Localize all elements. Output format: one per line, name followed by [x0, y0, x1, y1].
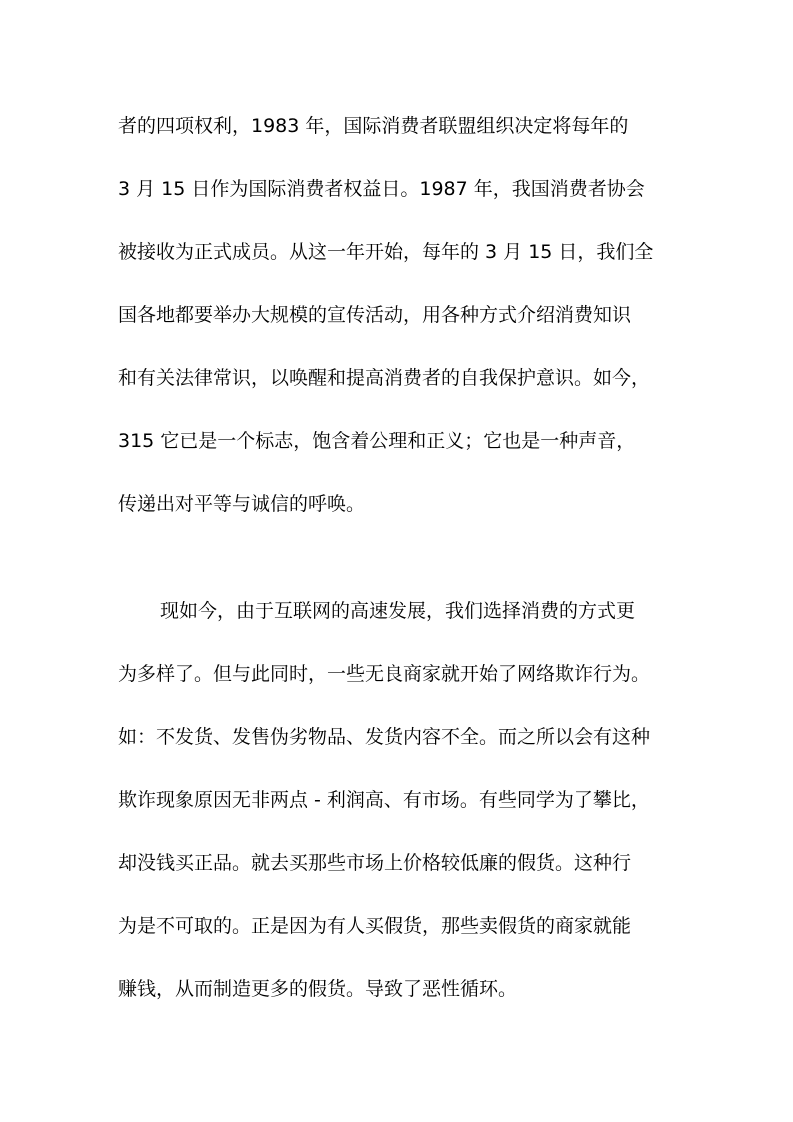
text-line: 为多样了。但与此同时，一些无良商家就开始了网络欺诈行为。: [118, 663, 651, 685]
text-line: 赚钱，从而制造更多的假货。导致了恶性循环。: [118, 978, 518, 1000]
text-line: 国各地都要举办大规模的宣传活动，用各种方式介绍消费知识: [118, 304, 632, 326]
text-line: 3 月 15 日作为国际消费者权益日。1987 年，我国消费者协会: [118, 178, 645, 200]
text-line: 欺诈现象原因无非两点 - 利润高、有市场。有些同学为了攀比，: [118, 789, 650, 811]
text-line: 为是不可取的。正是因为有人买假货，那些卖假货的商家就能: [118, 915, 632, 937]
text-line: 现如今，由于互联网的高速发展，我们选择消费的方式更: [160, 600, 636, 622]
text-line: 和有关法律常识，以唤醒和提高消费者的自我保护意识。如今，: [118, 367, 651, 389]
text-line: 传递出对平等与诚信的呼唤。: [118, 493, 366, 515]
text-line: 如：不发货、发售伪劣物品、发货内容不全。而之所以会有这种: [118, 726, 651, 748]
text-line: 315 它已是一个标志，饱含着公理和正义；它也是一种声音，: [118, 430, 636, 452]
text-line: 被接收为正式成员。从这一年开始，每年的 3 月 15 日，我们全: [118, 241, 654, 263]
text-line: 者的四项权利，1983 年，国际消费者联盟组织决定将每年的: [118, 115, 629, 137]
text-line: 却没钱买正品。就去买那些市场上价格较低廉的假货。这种行: [118, 852, 632, 874]
